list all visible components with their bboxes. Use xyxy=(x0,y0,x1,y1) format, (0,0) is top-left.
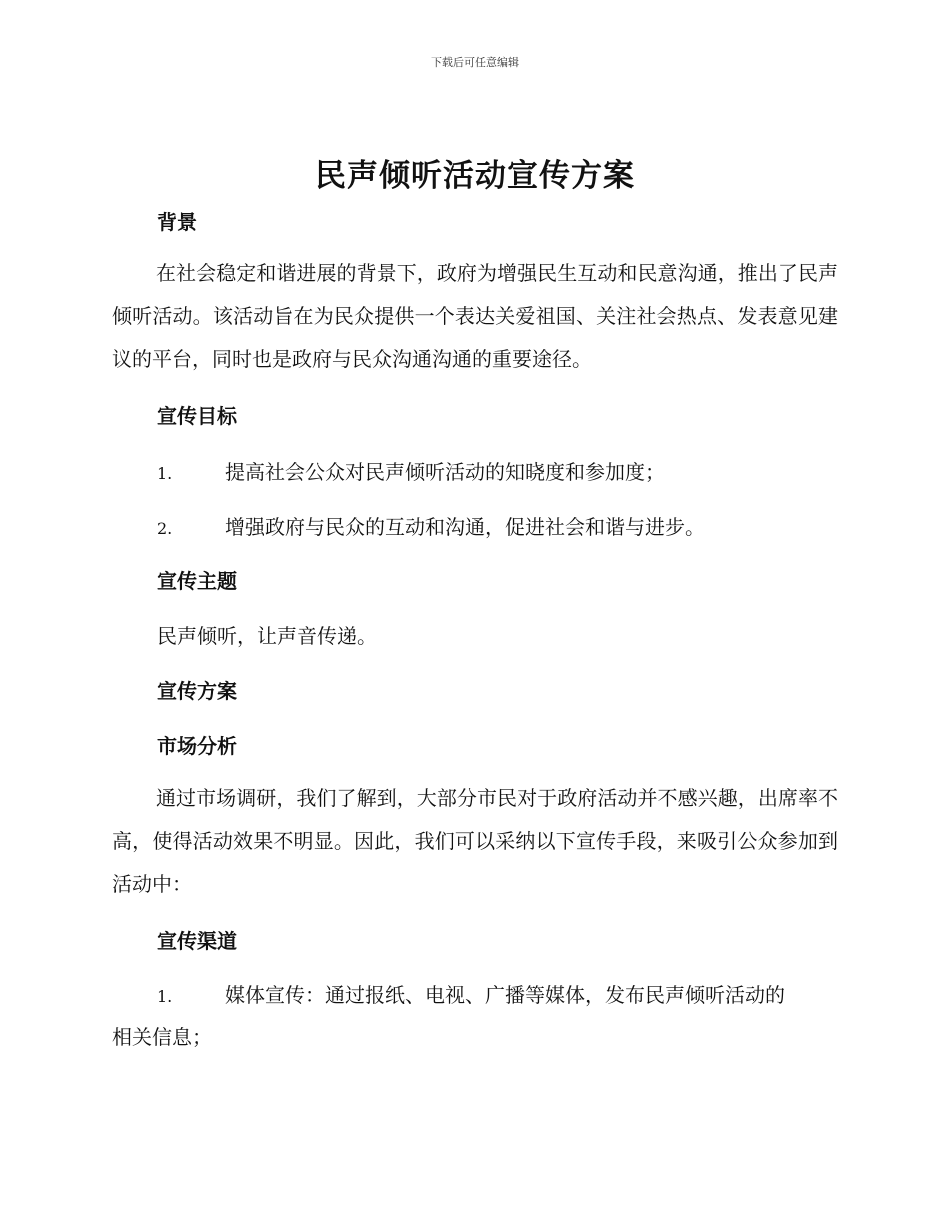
list-item-continuation: 相关信息； xyxy=(112,1025,212,1049)
page-header-note: 下载后可任意编辑 xyxy=(431,56,519,69)
paragraph-background: 在社会稳定和谐进展的背景下，政府为增强民生互动和民意沟通，推出了民声倾听活动。该活动旨在为民众提供一个表达关爱祖国、关注社会热点、发表意见建议的平台，同时也是政府与民众沟通沟通的重要途径。 xyxy=(112,261,838,371)
list-item-text: 增强政府与民众的互动和沟通，促进社会和谐与进步。 xyxy=(225,515,705,539)
heading-plan: 宣传方案 xyxy=(157,679,237,703)
list-item-number: 1. xyxy=(157,987,173,1006)
paragraph-market: 通过市场调研，我们了解到，大部分市民对于政府活动并不感兴趣，出席率不高，使得活动效果不明显。因此，我们可以采纳以下宣传手段，来吸引公众参加到活动中： xyxy=(112,786,838,896)
list-item xyxy=(157,979,785,1008)
heading-theme: 宣传主题 xyxy=(157,569,237,593)
list-item xyxy=(157,511,705,540)
list-item xyxy=(157,456,665,485)
heading-market: 市场分析 xyxy=(157,734,237,758)
heading-background: 背景 xyxy=(157,210,197,234)
theme-text: 民声倾听，让声音传递。 xyxy=(157,624,377,648)
document-title: 民声倾听活动宣传方案 xyxy=(315,158,635,194)
list-item-text: 提高社会公众对民声倾听活动的知晓度和参加度； xyxy=(225,460,665,484)
list-item-number: 1. xyxy=(157,464,173,483)
list-item-text: 媒体宣传：通过报纸、电视、广播等媒体，发布民声倾听活动的 xyxy=(225,983,785,1007)
heading-channels: 宣传渠道 xyxy=(157,929,237,953)
heading-goals: 宣传目标 xyxy=(157,404,237,428)
list-item-number: 2. xyxy=(157,519,173,538)
